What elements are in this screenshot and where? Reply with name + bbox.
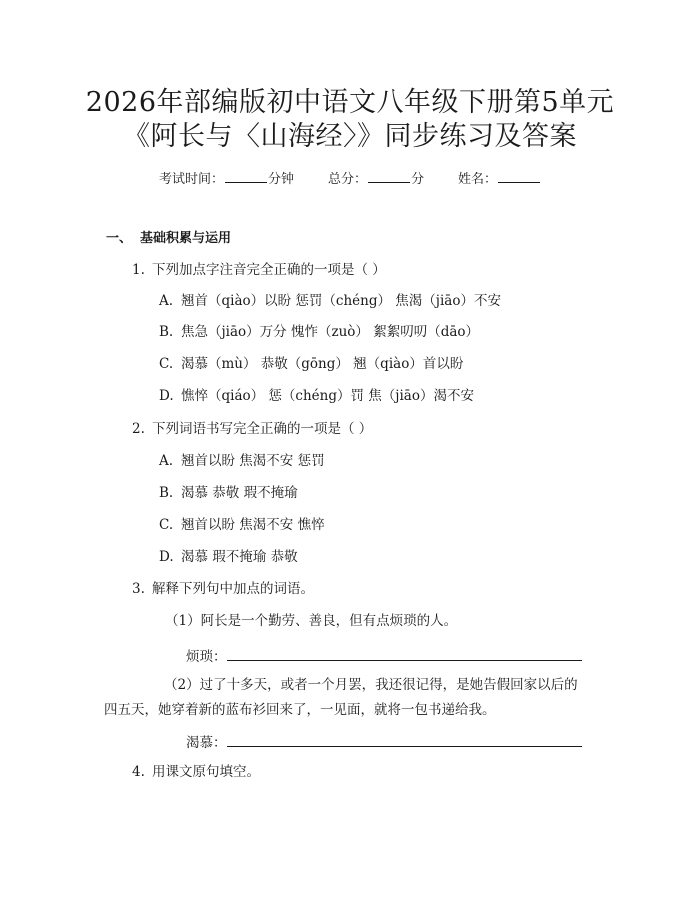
option-letter: C. (159, 356, 174, 372)
time-unit: 分钟 (267, 172, 294, 187)
option-letter: D. (159, 388, 174, 404)
option-letter: D. (159, 549, 174, 565)
score-blank[interactable] (368, 170, 410, 183)
score-label: 总分： (327, 172, 367, 187)
option-text: 憔悴（qiáo） 惩（chéng）罚 焦（jiāo）渴不安 (181, 388, 474, 404)
q1-option-b[interactable] (159, 323, 479, 341)
score-unit: 分 (411, 172, 425, 187)
name-label: 姓名： (458, 172, 498, 187)
answer-label: 烦琐： (186, 649, 227, 665)
name-blank[interactable] (498, 170, 540, 183)
option-letter: B. (159, 324, 174, 340)
q3-answer-2 (186, 731, 582, 752)
question-number: 1. (132, 262, 145, 278)
exam-name (458, 168, 541, 187)
answer-label: 渴慕： (186, 735, 227, 751)
question-number: 4. (132, 764, 145, 780)
question-1 (132, 261, 386, 279)
question-text: 下列加点字注音完全正确的一项是（ ） (152, 262, 386, 278)
q3-sub-1: （1）阿长是一个勤劳、善良，但有点烦琐的人。 (165, 613, 458, 629)
exam-info (0, 168, 700, 187)
exam-time (159, 168, 294, 187)
q2-option-d[interactable] (159, 548, 298, 566)
option-text: 翘首（qiào）以盼 惩罚（chéng） 焦渴（jiāo）不安 (181, 293, 501, 309)
q3-sub-2: （2）过了十多天，或者一个月罢，我还很记得，是她告假回家以后的四五天，她穿着新的蓝布衫回来了，一见面，就将一包书递给我。 (104, 677, 578, 718)
section-heading (106, 230, 231, 248)
option-text: 焦急（jiāo）万分 愧怍（zuò） 絮絮叨叨（dāo） (181, 324, 480, 340)
option-letter: A. (159, 453, 174, 469)
option-text: 渴慕（mù） 恭敬（gōng） 翘（qiào）首以盼 (181, 356, 464, 372)
q2-option-a[interactable] (159, 452, 325, 470)
option-text: 渴慕 瑕不掩瑜 恭敬 (181, 549, 298, 565)
question-2 (132, 420, 372, 438)
answer-blank-2[interactable] (227, 731, 582, 747)
option-text: 渴慕 恭敬 瑕不掩瑜 (181, 485, 298, 501)
doc-title-line1: 2026年部编版初中语文八年级下册第5单元 (85, 87, 615, 118)
section-number: 一、 (106, 231, 133, 246)
option-text: 翘首以盼 焦渴不安 惩罚 (181, 453, 325, 469)
question-3 (132, 580, 314, 598)
time-label: 考试时间： (158, 172, 224, 187)
option-letter: C. (159, 517, 174, 533)
section-title: 基础积累与运用 (140, 231, 232, 246)
exam-score (328, 168, 424, 187)
option-letter: A. (159, 293, 174, 309)
question-text: 下列词语书写完全正确的一项是（ ） (152, 421, 373, 437)
question-4 (132, 763, 260, 781)
q1-option-c[interactable] (159, 355, 463, 373)
q1-option-a[interactable] (159, 292, 501, 310)
q2-option-b[interactable] (159, 484, 298, 502)
option-text: 翘首以盼 焦渴不安 憔悴 (181, 517, 325, 533)
time-blank[interactable] (225, 170, 267, 183)
answer-blank-1[interactable] (227, 645, 582, 661)
doc-title-line2: 《阿长与〈山海经〉》同步练习及答案 (123, 121, 577, 152)
option-letter: B. (159, 485, 174, 501)
question-number: 2. (132, 421, 145, 437)
question-text: 用课文原句填空。 (152, 764, 260, 780)
question-text: 解释下列句中加点的词语。 (152, 581, 314, 597)
q3-answer-1 (186, 645, 582, 666)
question-number: 3. (132, 581, 145, 597)
q2-option-c[interactable] (159, 516, 325, 534)
q1-option-d[interactable] (159, 387, 474, 405)
